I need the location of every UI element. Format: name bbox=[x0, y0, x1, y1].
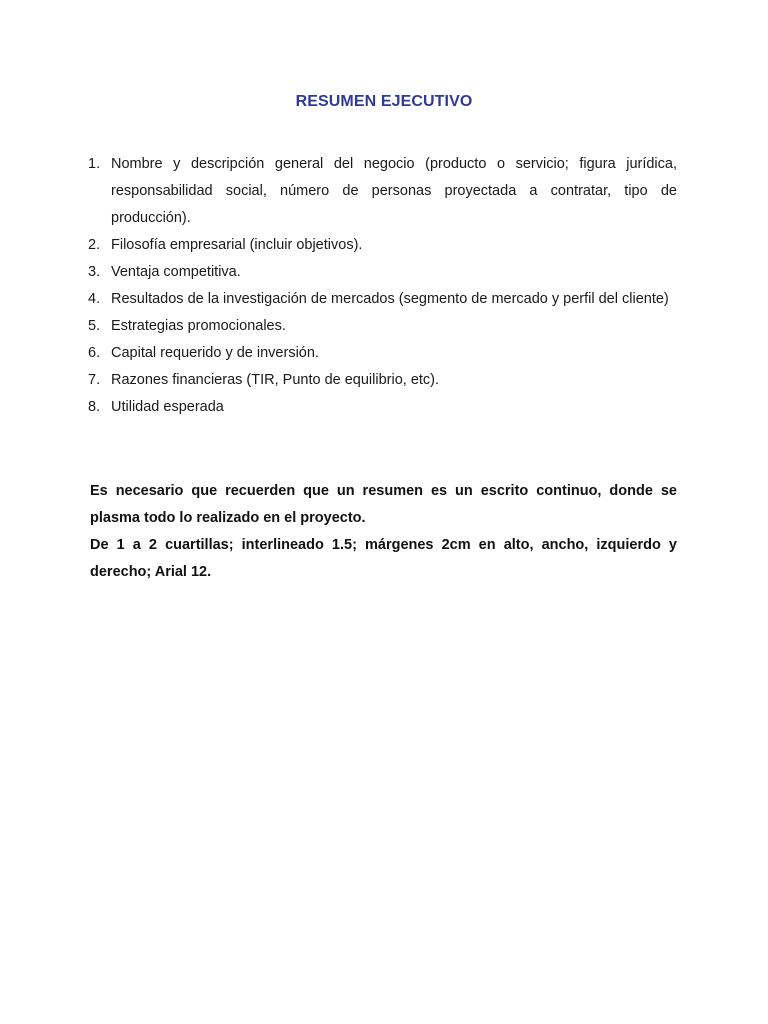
list-item bbox=[88, 259, 677, 286]
list-item-text: Utilidad esperada bbox=[111, 399, 224, 415]
note-paragraph: Es necesario que recuerden que un resumen es un escrito continuo, donde se plasma todo lo realizado en el proyecto. bbox=[90, 483, 677, 526]
list-item-number: 8. bbox=[88, 399, 101, 415]
note-paragraph: De 1 a 2 cuartillas; interlineado 1.5; márgenes 2cm en alto, ancho, izquierdo y derecho; Arial 12. bbox=[90, 537, 677, 580]
list-item-number: 3. bbox=[88, 264, 101, 280]
instructions-note bbox=[90, 478, 677, 586]
list-item-number: 5. bbox=[88, 318, 101, 334]
list-item bbox=[88, 232, 677, 259]
list-item bbox=[88, 394, 677, 421]
list-item-text: Capital requerido y de inversión. bbox=[111, 345, 319, 361]
list-item-text: Filosofía empresarial (incluir objetivos). bbox=[111, 237, 363, 253]
list-item-text: Resultados de la investigación de mercados (segmento de mercado y perfil del cliente) bbox=[111, 291, 669, 307]
list-item bbox=[88, 340, 677, 367]
list-item-text: Estrategias promocionales. bbox=[111, 318, 286, 334]
list-item bbox=[88, 286, 677, 313]
summary-list bbox=[88, 151, 677, 421]
list-item bbox=[88, 151, 677, 232]
list-item-number: 2. bbox=[88, 237, 101, 253]
page-title: RESUMEN EJECUTIVO bbox=[295, 93, 473, 110]
list-item-number: 6. bbox=[88, 345, 101, 361]
list-item bbox=[88, 367, 677, 394]
list-item-text: Nombre y descripción general del negocio (producto o servicio; figura jurídica, responsabilidad social, número de personas proyectada a contratar, tipo de producción). bbox=[111, 156, 677, 226]
list-item-text: Ventaja competitiva. bbox=[111, 264, 241, 280]
list-item-number: 7. bbox=[88, 372, 101, 388]
list-item-number: 1. bbox=[88, 156, 101, 172]
list-item-number: 4. bbox=[88, 291, 101, 307]
list-item-text: Razones financieras (TIR, Punto de equilibrio, etc). bbox=[111, 372, 440, 388]
list-item bbox=[88, 313, 677, 340]
